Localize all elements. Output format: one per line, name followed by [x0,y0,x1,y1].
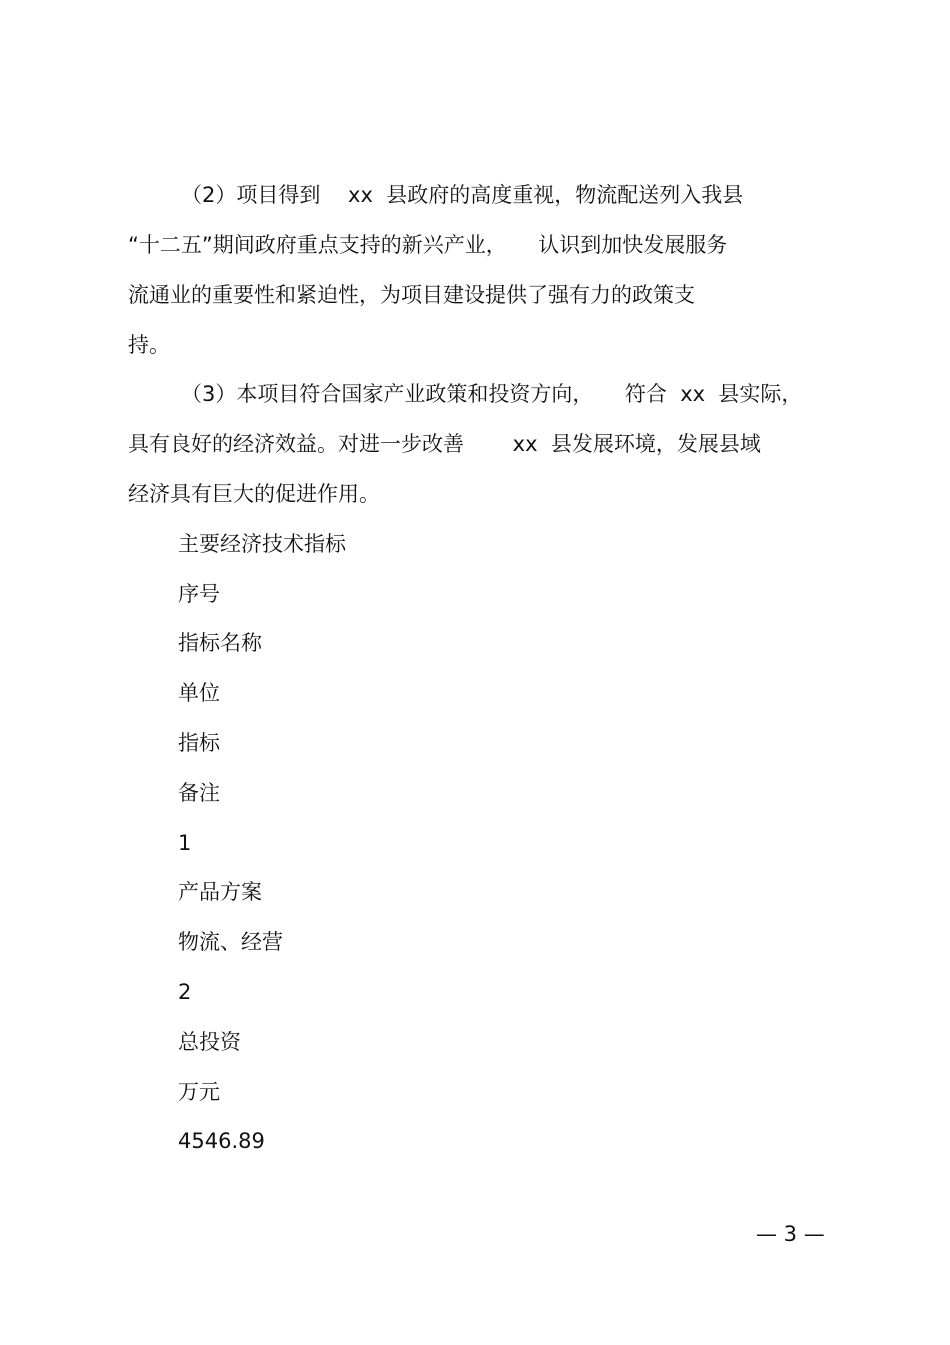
table-header-unit: 单位 [178,681,220,705]
paragraph-3-line-3: 经济具有巨大的促进作用。 [128,482,380,506]
table-title: 主要经济技术指标 [178,532,346,556]
paragraph-2-line-4: 持。 [128,333,170,357]
table-header-indicator: 指标 [178,731,220,755]
paragraph-3-line-2: 具有良好的经济效益。对进一步改善 xx 县发展环境，发展县域 [128,432,761,456]
table-row-2-seq: 2 [178,980,192,1004]
table-row-2-name: 总投资 [178,1030,241,1054]
table-header-indicator-name: 指标名称 [178,631,262,655]
paragraph-2-line-1: （2）项目得到 xx 县政府的高度重视，物流配送列入我县 [181,183,744,207]
table-row-1-value: 物流、经营 [178,930,283,954]
paragraph-2-line-2: “十二五”期间政府重点支持的新兴产业， 认识到加快发展服务 [128,233,728,257]
paragraph-3-line-1: （3）本项目符合国家产业政策和投资方向， 符合 xx 县实际， [181,382,803,406]
page-number: — 3 — [756,1222,825,1246]
table-row-1-seq: 1 [178,831,192,855]
table-header-seq: 序号 [178,582,220,606]
paragraph-2-line-3: 流通业的重要性和紧迫性，为项目建设提供了强有力的政策支 [128,283,695,307]
table-row-1-name: 产品方案 [178,880,262,904]
table-row-2-value: 4546.89 [178,1129,265,1153]
table-row-2-unit: 万元 [178,1080,220,1104]
table-header-remark: 备注 [178,781,220,805]
